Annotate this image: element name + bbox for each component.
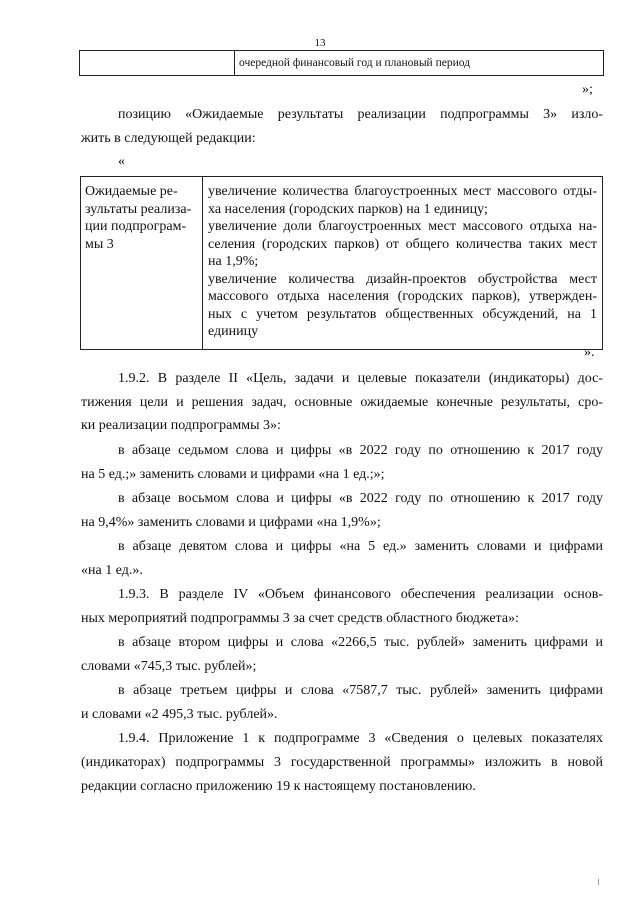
paragraph-line: в абзаце восьмом слова и цифры «в 2022 году по отношению к 2017 году bbox=[118, 491, 603, 506]
cell-line: селения (городских парков) от общего количества таких мест bbox=[208, 236, 597, 252]
paragraph-line: на 9,4%» заменить словами и цифрами «на 1,9%»; bbox=[81, 515, 381, 530]
paragraph-line: словами «745,3 тыс. рублей»; bbox=[81, 659, 257, 674]
scan-mark bbox=[598, 879, 599, 885]
expected-results-table bbox=[80, 176, 603, 350]
paragraph-line: в абзаце девятом слова и цифры «на 5 ед.» заменить словами и цифрами bbox=[118, 539, 603, 554]
paragraph-line: в абзаце втором цифры и слова «2266,5 тыс. рублей» заменить цифрами и bbox=[118, 635, 603, 650]
paragraph-line: 1.9.4. Приложение 1 к подпрограмме 3 «Сведения о целевых показателях bbox=[118, 731, 603, 746]
page-number: 13 bbox=[314, 37, 326, 49]
table-cell-empty bbox=[80, 51, 235, 76]
paragraph-line: позицию «Ожидаемые результаты реализации подпрограммы 3» изло- bbox=[118, 107, 603, 122]
cell-line: зультаты реализа- bbox=[85, 201, 192, 217]
paragraph-line: (индикаторах) подпрограммы 3 государственной программы» изложить в новой bbox=[81, 755, 603, 770]
cell-line: на 1,9%; bbox=[208, 254, 259, 269]
cell-line: ха населения (городских парков) на 1 единицу; bbox=[208, 201, 488, 217]
cell-line: ции подпрограм- bbox=[85, 219, 187, 234]
paragraph-line: и словами «2 495,3 тыс. рублей». bbox=[81, 707, 278, 722]
continued-table bbox=[79, 50, 604, 76]
paragraph-line: ных мероприятий подпрограммы 3 за счет средств областного бюджета»: bbox=[81, 611, 519, 626]
table-cell-period: очередной финансовый год и плановый период bbox=[235, 51, 604, 76]
cell-line: Ожидаемые ре- bbox=[85, 184, 178, 199]
table-cell-value bbox=[203, 177, 603, 350]
cell-line: мы 3 bbox=[85, 236, 114, 252]
paragraph-line: тижения цели и решения задач, основные ожидаемые конечные результаты, сро- bbox=[81, 395, 603, 410]
paragraph-line: 1.9.3. В разделе IV «Объем финансового обеспечения реализации основ- bbox=[118, 587, 603, 602]
paragraph-line: жить в следующей редакции: bbox=[81, 131, 256, 146]
cell-line: единицу bbox=[208, 324, 259, 339]
closing-quote: ». bbox=[584, 345, 595, 360]
paragraph-line: «на 1 ед.». bbox=[81, 563, 143, 578]
cell-line: увеличение доли благоустроенных мест массового отдыха на- bbox=[208, 219, 597, 234]
cell-line: увеличение количества дизайн-проектов обустройства мест bbox=[208, 271, 597, 287]
cell-line: ных с учетом результатов общественных обсуждений, на 1 bbox=[208, 306, 597, 322]
table-cell-label bbox=[81, 177, 203, 350]
paragraph-line: на 5 ед.;» заменить словами и цифрами «на 1 ед.;»; bbox=[81, 467, 385, 482]
cell-line: массового отдыха населения (городских парков), утвержден- bbox=[208, 289, 597, 304]
closing-quote: »; bbox=[582, 82, 593, 97]
opening-quote: « bbox=[118, 154, 125, 169]
cell-line: увеличение количества благоустроенных мест массового отды- bbox=[208, 184, 597, 199]
paragraph-line: 1.9.2. В разделе II «Цель, задачи и целевые показатели (индикаторы) дос- bbox=[118, 371, 603, 386]
table-row bbox=[80, 51, 604, 76]
paragraph-line: в абзаце седьмом слова и цифры «в 2022 году по отношению к 2017 году bbox=[118, 443, 603, 458]
paragraph-line: ки реализации подпрограммы 3»: bbox=[81, 418, 281, 433]
paragraph-line: в абзаце третьем цифры и слова «7587,7 тыс. рублей» заменить цифрами bbox=[118, 683, 603, 698]
table-row bbox=[81, 177, 603, 350]
paragraph-line: редакции согласно приложению 19 к настоящему постановлению. bbox=[81, 779, 476, 794]
